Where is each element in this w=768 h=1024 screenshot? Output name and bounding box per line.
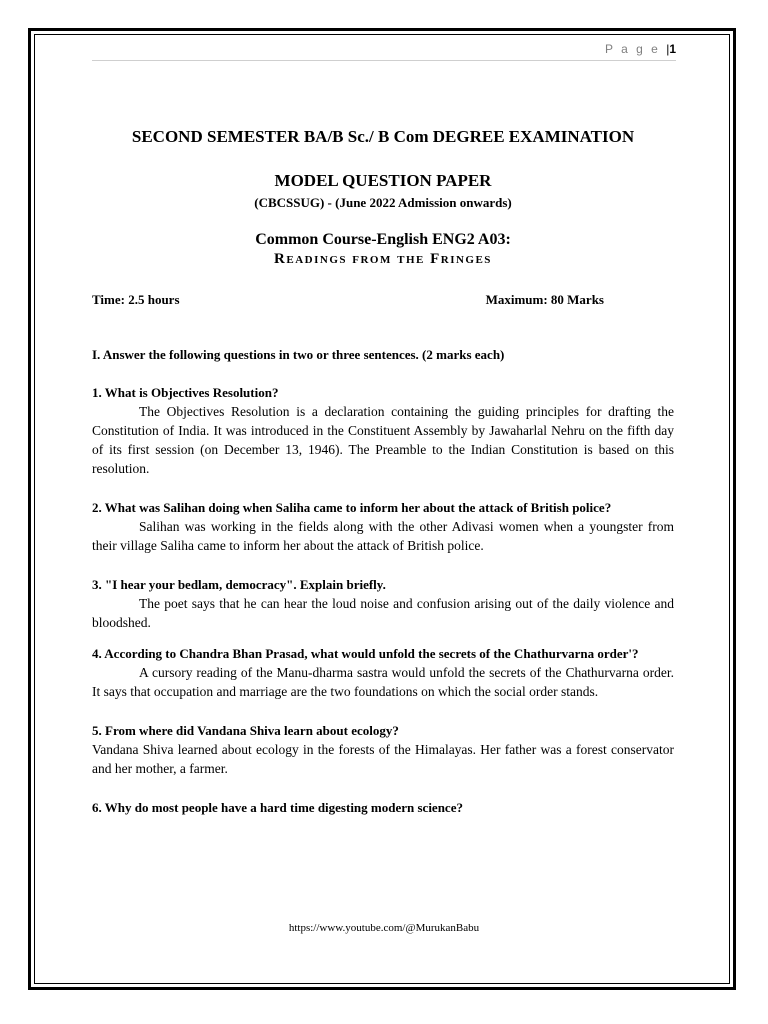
page-number: 1 xyxy=(669,42,676,56)
paper-title: MODEL QUESTION PAPER xyxy=(274,171,492,190)
exam-meta xyxy=(92,292,674,308)
page-number-header xyxy=(605,42,676,56)
question-6: 6. Why do most people have a hard time digesting modern science? xyxy=(92,800,463,815)
answer-2: Salihan was working in the fields along with the other Adivasi women when a youngster from their village Saliha came to inform her about the attack of British police. xyxy=(92,519,674,553)
page-separator: | xyxy=(666,42,670,56)
course-code: Common Course-English ENG2 A03: xyxy=(255,231,511,248)
section-heading: I. Answer the following questions in two or three sentences. (2 marks each) xyxy=(92,347,505,362)
document-body xyxy=(92,127,674,817)
course-title: Readings from the Fringes xyxy=(274,251,492,267)
time-allowed: Time: 2.5 hours xyxy=(92,292,180,307)
question-1: 1. What is Objectives Resolution? xyxy=(92,385,279,400)
footer-url: https://www.youtube.com/@MurukanBabu xyxy=(288,922,480,934)
question-5: 5. From where did Vandana Shiva learn about ecology? xyxy=(92,723,399,738)
answer-1: The Objectives Resolution is a declaration containing the guiding principles for drafting the Constitution of India. It was introduced in the Constituent Assembly by Jawaharlal Nehru on the fifth day of its first session (on December 13, 1946). The Preamble to the Indian Constitution is based on this resolution. xyxy=(92,404,674,476)
header-rule xyxy=(92,60,676,61)
question-2: 2. What was Salihan doing when Saliha came to inform her about the attack of British police? xyxy=(92,500,612,515)
scheme-subtitle: (CBCSSUG) - (June 2022 Admission onwards) xyxy=(254,195,512,210)
question-3: 3. "I hear your bedlam, democracy". Explain briefly. xyxy=(92,577,386,592)
page-label: P a g e xyxy=(605,42,661,56)
answer-3: The poet says that he can hear the loud noise and confusion arising out of the daily violence and bloodshed. xyxy=(92,596,674,630)
question-4: 4. According to Chandra Bhan Prasad, what would unfold the secrets of the Chathurvarna order'? xyxy=(92,646,639,661)
answer-4: A cursory reading of the Manu-dharma sastra would unfold the secrets of the Chathurvarna order. It says that occupation and marriage are the two foundations on which the social order stands. xyxy=(92,665,674,699)
exam-title: SECOND SEMESTER BA/B Sc./ B Com DEGREE EXAMINATION xyxy=(131,127,635,146)
maximum-marks: Maximum: 80 Marks xyxy=(485,292,604,307)
answer-5: Vandana Shiva learned about ecology in the forests of the Himalayas. Her father was a forest conservator and her mother, a farmer. xyxy=(92,742,674,776)
